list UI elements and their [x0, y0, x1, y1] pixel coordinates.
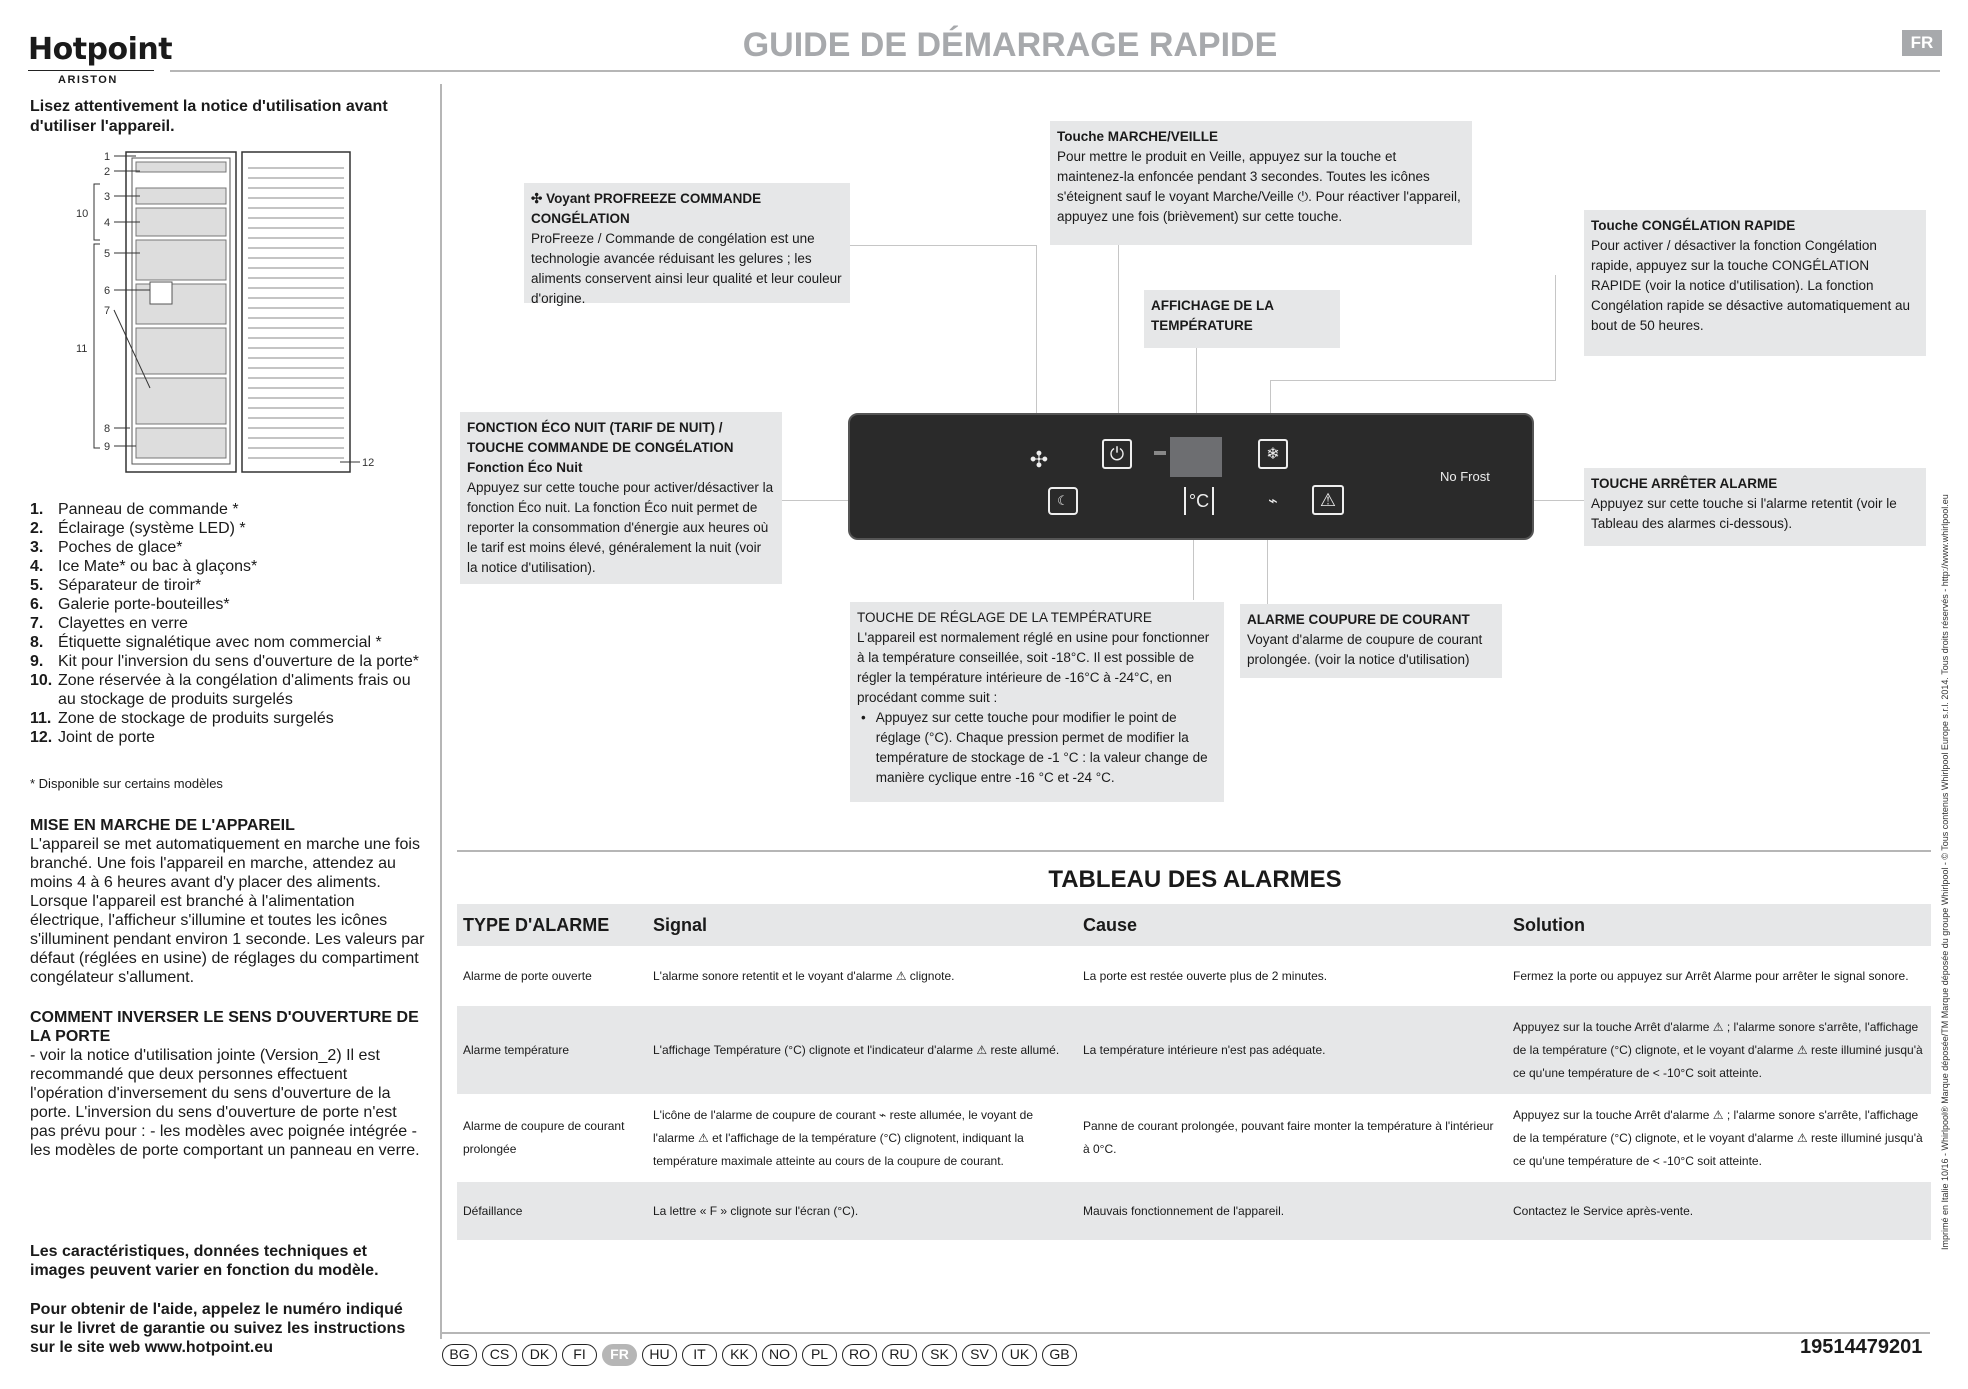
intro-text: Lisez attentivement la notice d'utilisation avant d'utiliser l'appareil.	[30, 98, 388, 135]
freezer-diagram	[70, 148, 390, 478]
affichage-box: AFFICHAGE DE LA TEMPÉRATURE	[1144, 290, 1340, 348]
temperature-button[interactable]: °C	[1184, 487, 1214, 515]
lang-cs[interactable]: CS	[482, 1344, 517, 1366]
power-button[interactable]: ⏻	[1102, 439, 1132, 469]
table-header	[457, 904, 1931, 946]
language-selector	[442, 1344, 1077, 1366]
eco-night-button[interactable]: ☾	[1048, 487, 1078, 515]
brand-sub: ARISTON	[58, 74, 118, 86]
section-text: L'appareil se met automatiquement en marche une fois branché. Une fois l'appareil en marche, attendez au moins 4 à 6 heures avant d'y placer des aliments. Lorsque l'appareil est branché à l'alimentation électrique, l'afficheur s'illumine et toutes les icônes s'illuminent pendant environ 1 seconde. Les valeurs par défaut (réglées en usine) de réglages du compartiment congélateur s'allument.	[30, 836, 425, 986]
connector	[850, 245, 1036, 246]
table-cell: La lettre « F » clignote sur l'écran (°C).	[647, 1182, 1077, 1240]
table-cell: Appuyez sur la touche Arrêt d'alarme ⚠ ; l'alarme sonore s'arrête, l'affichage de la température (°C) clignote, et le voyant d'alarme ⚠ reste illuminé jusqu'à ce qu'une température de < -10°C soit atteinte.	[1507, 1006, 1931, 1094]
table-cell: Alarme de coupure de courant prolongée	[463, 1119, 625, 1156]
fan-icon: ✣	[531, 191, 547, 206]
legal-text: Imprimé en Italie 10/16 - Whirlpool® Marque déposée/TM Marque déposée du groupe Whirlpool - © Tous contenus Whirlpool Europe s.r.l. 2014. Tous droits réservés - http://www.whirlpool.eu	[1940, 494, 1950, 1250]
table-cell: La porte est restée ouverte plus de 2 minutes.	[1083, 968, 1328, 983]
list-item: 12. Joint de porte	[30, 729, 155, 746]
brand-logo: Hotpoint	[28, 32, 173, 67]
svg-text:4: 4	[104, 217, 111, 229]
list-item: 11. Zone de stockage de produits surgelés	[30, 710, 334, 727]
table-row	[457, 946, 1931, 1006]
svg-text:2: 2	[104, 166, 111, 178]
list-item: 7. Clayettes en verre	[30, 615, 188, 632]
congelation-rapide-box: Touche CONGÉLATION RAPIDE Pour activer / désactiver la fonction Congélation rapide, appuyez sur la touche CONGÉLATION RAPIDE (voir la notice d'utilisation). La fonction Congélation rapide se désactive automatiquement au bout de 50 heures.	[1584, 210, 1926, 356]
section-text: - voir la notice d'utilisation jointe (Version_2) Il est recommandé que deux personnes effectuent l'opération d'inversement du sens d'ouverture de la porte. L'inversion du sens d'ouverture de porte n'est pas prévu pour : - les modèles avec poignée intégrée - les modèles de porte comportant un panneau en verre.	[30, 1047, 420, 1159]
marche-veille-box: Touche MARCHE/VEILLE Pour mettre le produit en Veille, appuyez sur la touche et maintenez-la enfoncée pendant 3 secondes. Toutes les icônes s'éteignent sauf le voyant Marche/Veille ⏻. Pour réactiver l'appareil, appuyez une fois (brièvement) sur cette touche.	[1050, 121, 1472, 245]
table-cell: Alarme de porte ouverte	[463, 968, 592, 983]
lang-no[interactable]: NO	[762, 1344, 797, 1366]
list-item: 4. Ice Mate* ou bac à glaçons*	[30, 558, 258, 575]
reglage-temperature-box: TOUCHE DE RÉGLAGE DE LA TEMPÉRATURE L'appareil est normalement réglé en usine pour fonctionner à la température conseillée, soit -18°C. Il est possible de régler la température intérieure de -16°C à -24°C, en procédant comme suit : • Appuyez sur cette touche pour modifier le point de réglage (°C). Chaque pression permet de modifier la température de stockage de -1 °C : la valeur change de manière cyclique entre -16 °C et -24 °C.	[850, 602, 1224, 802]
svg-text:5: 5	[104, 248, 111, 260]
section-door	[30, 1008, 425, 1160]
alarm-stop-button[interactable]: ⚠	[1312, 485, 1344, 515]
table-row	[457, 1006, 1931, 1094]
table-cell: Appuyez sur la touche Arrêt d'alarme ⚠ ; l'alarme sonore s'arrête, l'affichage de la température (°C) clignote, et le voyant d'alarme ⚠ reste illuminé jusqu'à ce qu'une température de < -10°C soit atteinte.	[1513, 1107, 1923, 1168]
no-frost-label: No Frost	[1440, 469, 1490, 484]
table-cell: Fermez la porte ou appuyez sur Arrêt Alarme pour arrêter le signal sonore.	[1513, 968, 1909, 983]
profreeze-box: ✣ Voyant PROFREEZE COMMANDE CONGÉLATION ProFreeze / Commande de congélation est une technologie avancée réduisant les gelures ; les aliments conservent ainsi leur qualité et leur couleur d'origine.	[524, 183, 850, 303]
footer-rule	[440, 1332, 1930, 1334]
table-row	[457, 1094, 1931, 1182]
coupure-courant-box: ALARME COUPURE DE COURANT Voyant d'alarme de coupure de courant prolongée. (voir la notice d'utilisation)	[1240, 604, 1502, 678]
language-badge: FR	[1902, 30, 1942, 56]
lang-fr[interactable]: FR	[602, 1344, 637, 1366]
section-rule	[457, 850, 1931, 852]
list-item: 1. Panneau de commande *	[30, 501, 239, 518]
table-row	[457, 1182, 1931, 1240]
list-item: 2. Éclairage (système LED) *	[30, 520, 246, 537]
list-item: 8. Étiquette signalétique avec nom commercial *	[30, 634, 382, 651]
table-cell: L'icône de l'alarme de coupure de courant ⌁ reste allumée, le voyant de l'alarme ⚠ et l'affichage de la température (°C) clignotent, indiquant la température maximale atteinte au cours de la coupure de courant.	[653, 1107, 1034, 1168]
help-note: Pour obtenir de l'aide, appelez le numéro indiqué sur le livret de garantie ou suivez les instructions sur le site web www.hotpoint.eu	[30, 1301, 406, 1356]
lang-it[interactable]: IT	[682, 1344, 717, 1366]
list-item: 6. Galerie porte-bouteilles*	[30, 596, 230, 613]
connector	[1270, 380, 1556, 381]
svg-text:3: 3	[104, 191, 111, 203]
lang-ro[interactable]: RO	[842, 1344, 877, 1366]
lang-hu[interactable]: HU	[642, 1344, 677, 1366]
table-cell: L'affichage Température (°C) clignote et l'indicateur d'alarme ⚠ reste allumé.	[647, 1006, 1077, 1094]
connector	[1555, 275, 1556, 380]
table-cell: La température intérieure n'est pas adéquate.	[1077, 1006, 1507, 1094]
parts-list	[30, 500, 430, 747]
diagram-number: 1	[104, 151, 111, 163]
availability-note: * Disponible sur certains modèles	[30, 776, 223, 791]
lang-sv[interactable]: SV	[962, 1344, 997, 1366]
table-cell: Contactez le Service après-vente.	[1507, 1182, 1931, 1240]
table-cell: Panne de courant prolongée, pouvant faire monter la température à l'intérieur à 0°C.	[1083, 1119, 1494, 1156]
fan-icon: ✣	[1029, 447, 1049, 472]
lang-dk[interactable]: DK	[522, 1344, 557, 1366]
document-code: 19514479201	[1800, 1336, 1923, 1358]
svg-text:10: 10	[76, 208, 89, 220]
lang-bg[interactable]: BG	[442, 1344, 477, 1366]
list-item: 3. Poches de glace*	[30, 539, 183, 556]
eco-nuit-box: FONCTION ÉCO NUIT (TARIF DE NUIT) / TOUCHE COMMANDE DE CONGÉLATION Fonction Éco Nuit Appuyez sur cette touche pour activer/désactiver la fonction Éco nuit. La fonction Éco nuit permet de reporter la consommation d'énergie aux heures où le tarif est moins élevé, généralement la nuit (voir la notice d'utilisation).	[460, 412, 782, 584]
display-dash	[1154, 451, 1166, 455]
lang-gb[interactable]: GB	[1042, 1344, 1077, 1366]
lang-pl[interactable]: PL	[802, 1344, 837, 1366]
alarm-table-title: TABLEAU DES ALARMES	[1048, 866, 1342, 893]
svg-text:7: 7	[104, 305, 111, 317]
fast-freeze-button[interactable]: ❄	[1258, 439, 1288, 469]
alarm-table	[457, 904, 1931, 1240]
brand-divider	[28, 70, 154, 71]
power-failure-icon: ⌁	[1268, 493, 1278, 510]
lang-kk[interactable]: KK	[722, 1344, 757, 1366]
svg-text:6: 6	[104, 285, 111, 297]
list-item: 5. Séparateur de tiroir*	[30, 577, 202, 594]
svg-text:11: 11	[76, 343, 88, 355]
header-cell: Signal	[647, 904, 1077, 946]
column-divider	[440, 84, 442, 1339]
header-cell: TYPE D'ALARME	[457, 904, 647, 946]
section-title: MISE EN MARCHE DE L'APPAREIL	[30, 817, 295, 834]
section-title: COMMENT INVERSER LE SENS D'OUVERTURE DE LA PORTE	[30, 1009, 419, 1045]
svg-text:12: 12	[362, 457, 375, 469]
arreter-alarme-box: TOUCHE ARRÊTER ALARME Appuyez sur cette touche si l'alarme retentit (voir le Tableau des alarmes ci-dessous).	[1584, 468, 1926, 546]
lang-uk[interactable]: UK	[1002, 1344, 1037, 1366]
section-startup	[30, 816, 425, 987]
svg-text:8: 8	[104, 423, 111, 435]
table-cell: Défaillance	[457, 1182, 647, 1240]
header-rule	[170, 70, 1940, 72]
list-item: 9. Kit pour l'inversion du sens d'ouverture de la porte*	[30, 653, 419, 670]
page-title: GUIDE DE DÉMARRAGE RAPIDE	[742, 26, 1278, 64]
header-cell: Solution	[1507, 904, 1931, 946]
temperature-display	[1170, 437, 1222, 477]
lang-sk[interactable]: SK	[922, 1344, 957, 1366]
spec-note: Les caractéristiques, données techniques et images peuvent varier en fonction du modèle.	[30, 1243, 379, 1279]
lang-ru[interactable]: RU	[882, 1344, 917, 1366]
list-item: 10. Zone réservée à la congélation d'aliments frais ou au stockage de produits surgelés	[30, 672, 411, 708]
table-cell: L'alarme sonore retentit et le voyant d'alarme ⚠ clignote.	[653, 968, 955, 983]
table-cell: Alarme température	[457, 1006, 647, 1094]
lang-fi[interactable]: FI	[562, 1344, 597, 1366]
table-cell: Mauvais fonctionnement de l'appareil.	[1077, 1182, 1507, 1240]
svg-text:9: 9	[104, 441, 111, 453]
connector	[1118, 245, 1119, 430]
header-cell: Cause	[1077, 904, 1507, 946]
control-panel	[848, 413, 1534, 540]
